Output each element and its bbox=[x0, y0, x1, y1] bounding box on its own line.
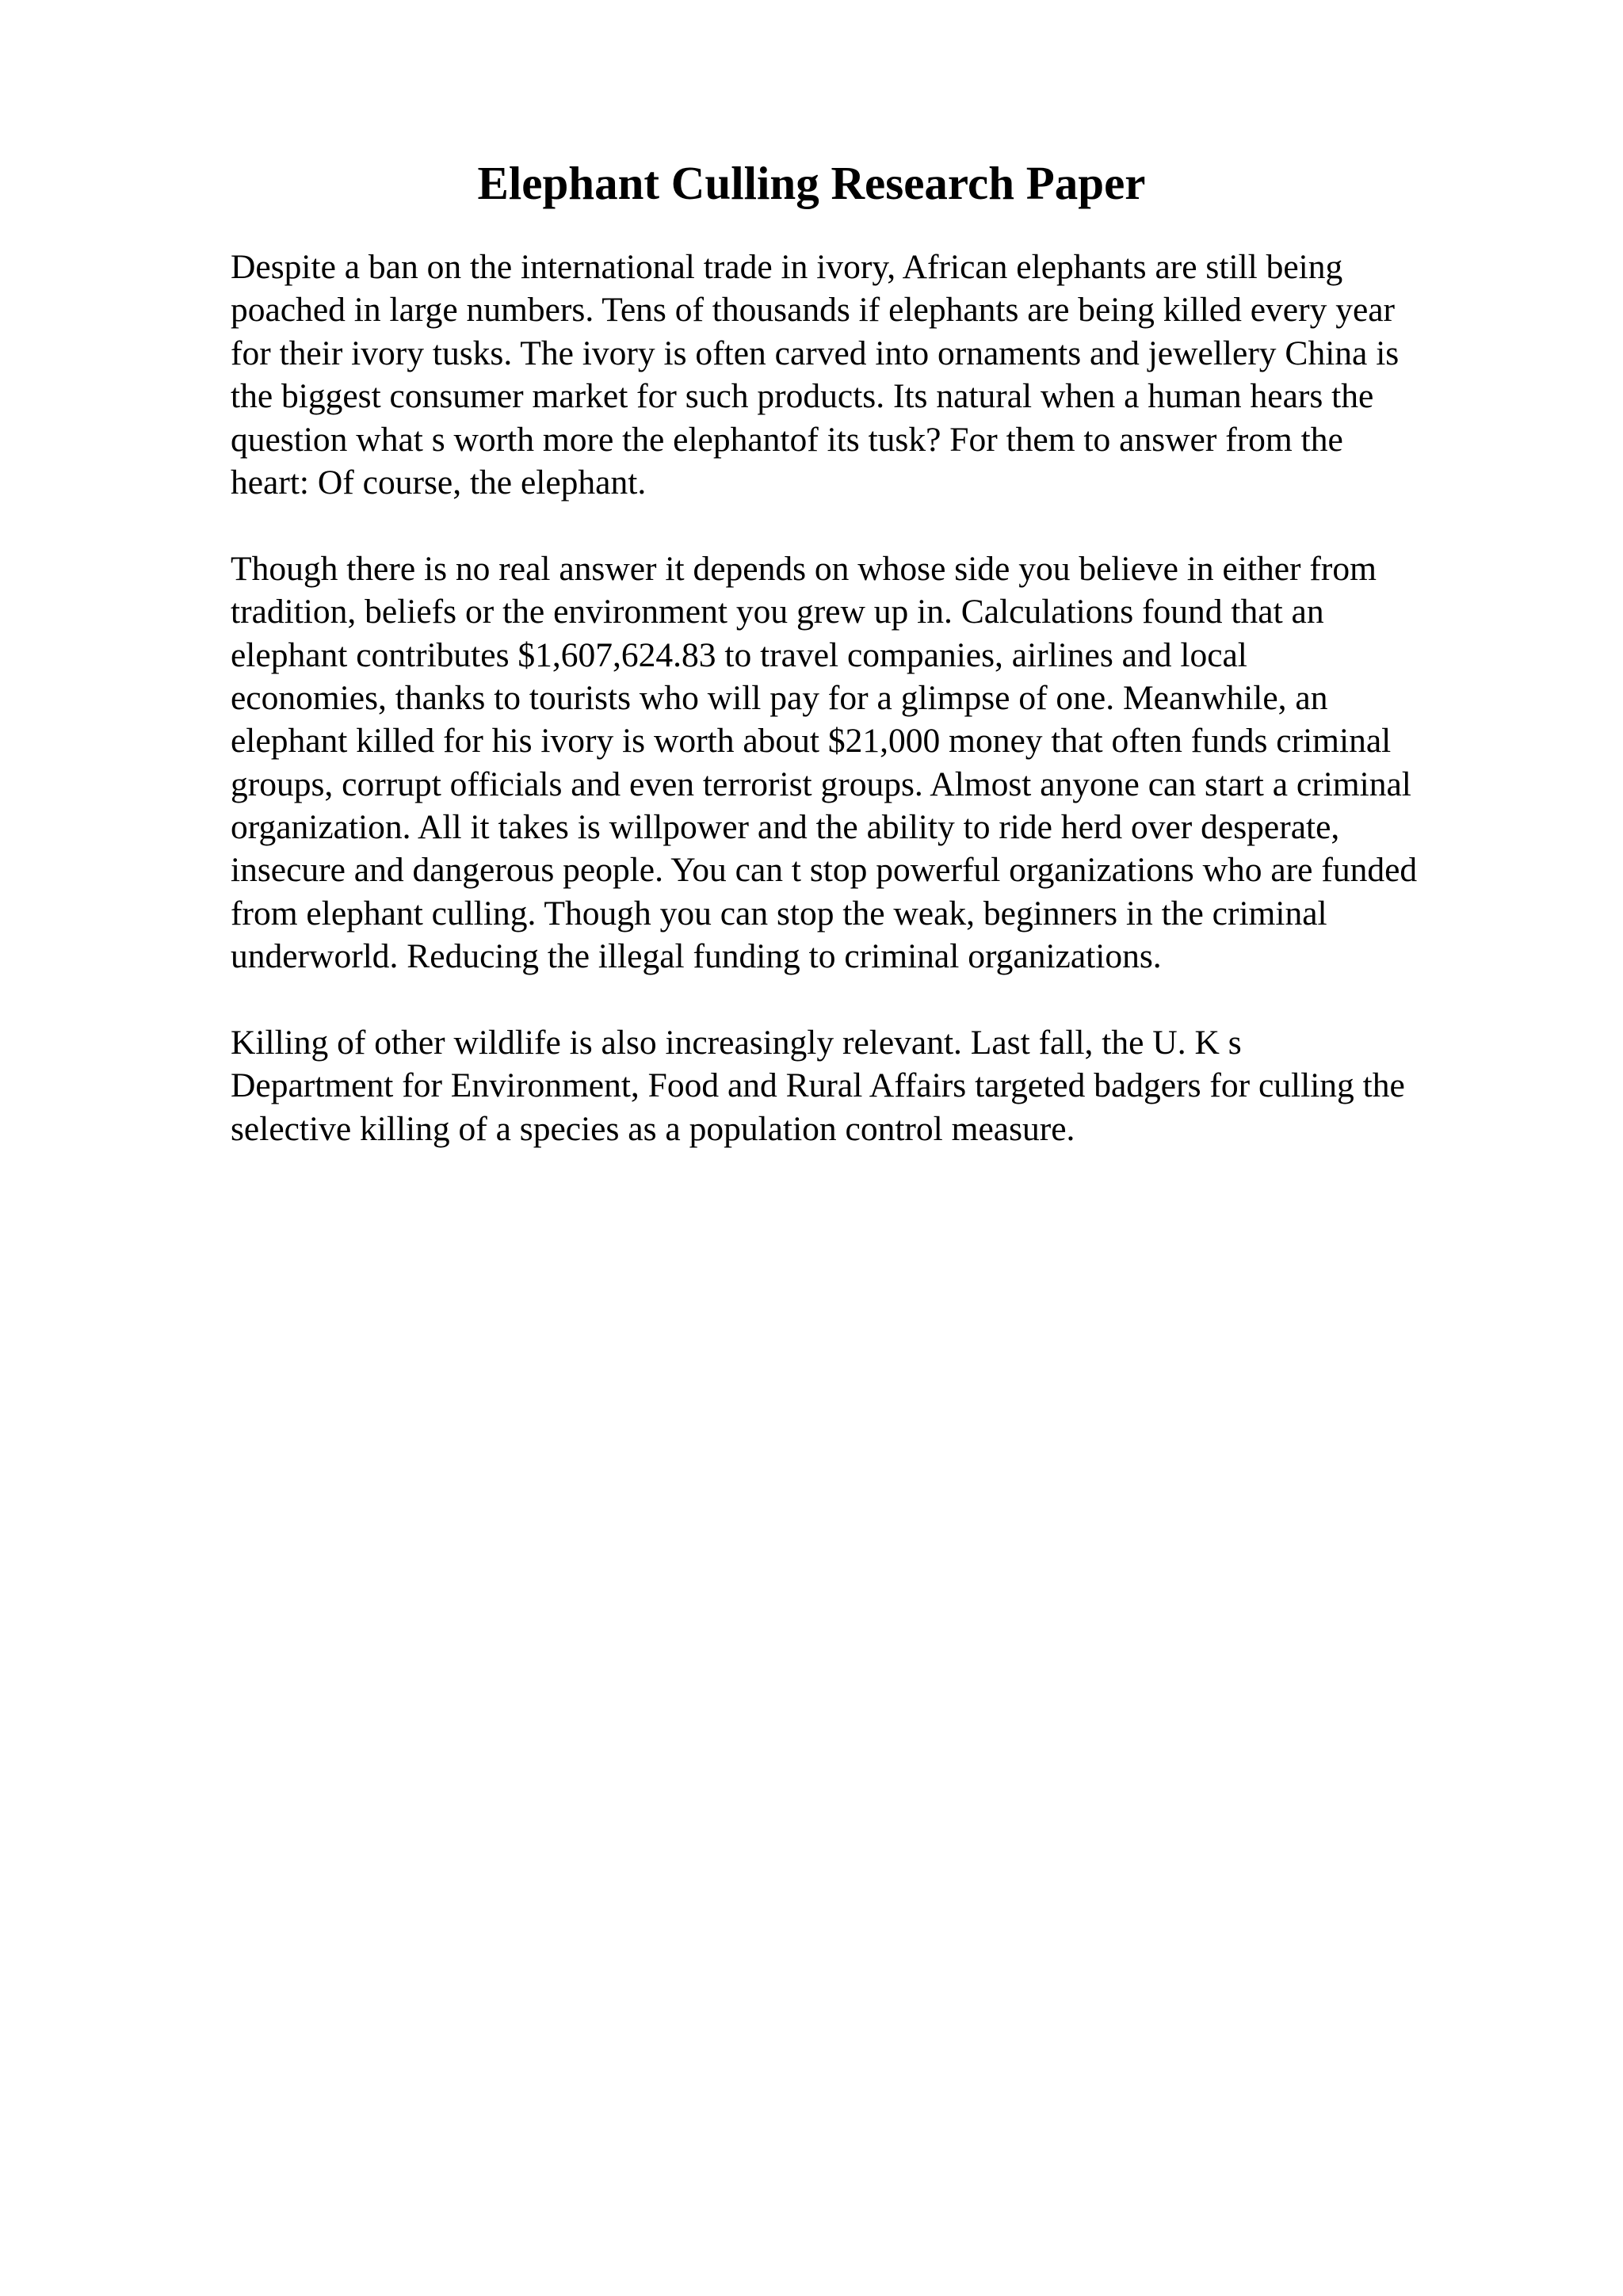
page-title: Elephant Culling Research Paper bbox=[477, 157, 1146, 209]
text-line: insecure and dangerous people. You can t stop powerful organizations who are funded bbox=[231, 851, 1418, 890]
text-line: Despite a ban on the international trade in ivory, African elephants are still being bbox=[231, 248, 1343, 286]
text-line: Killing of other wildlife is also increasingly relevant. Last fall, the U. K s bbox=[231, 1024, 1242, 1062]
text-line: heart: Of course, the elephant. bbox=[231, 463, 647, 502]
text-line: underworld. Reducing the illegal funding to criminal organizations. bbox=[231, 937, 1162, 976]
text-line: Though there is no real answer it depends on whose side you believe in either from bbox=[231, 549, 1377, 588]
paragraph-spacer bbox=[231, 504, 1530, 547]
text-line: tradition, beliefs or the environment you grew up in. Calculations found that an bbox=[231, 593, 1324, 631]
text-line: question what s worth more the elephantof its tusk? For them to answer from the bbox=[231, 420, 1343, 459]
paragraph-1 bbox=[231, 246, 1530, 504]
text-line: from elephant culling. Though you can stop the weak, beginners in the criminal bbox=[231, 894, 1327, 933]
text-line: poached in large numbers. Tens of thousands if elephants are being killed every year bbox=[231, 291, 1396, 330]
text-line: for their ivory tusks. The ivory is often carved into ornaments and jewellery China is bbox=[231, 334, 1400, 372]
text-line: selective killing of a species as a population control measure. bbox=[231, 1109, 1075, 1148]
text-line: elephant killed for his ivory is worth about $21,000 money that often funds criminal bbox=[231, 722, 1392, 761]
text-line: groups, corrupt officials and even terrorist groups. Almost anyone can start a criminal bbox=[231, 765, 1411, 803]
text-line: the biggest consumer market for such products. Its natural when a human hears the bbox=[231, 377, 1374, 416]
text-line: organization. All it takes is willpower and the ability to ride herd over desperate, bbox=[231, 808, 1340, 847]
text-line: economies, thanks to tourists who will pay for a glimpse of one. Meanwhile, an bbox=[231, 678, 1328, 717]
text-line: Department for Environment, Food and Rural Affairs targeted badgers for culling the bbox=[231, 1066, 1405, 1105]
text-line: elephant contributes $1,607,624.83 to travel companies, airlines and local bbox=[231, 635, 1247, 674]
document-body bbox=[231, 246, 1530, 1150]
paragraph-3 bbox=[231, 1021, 1530, 1150]
paragraph-2 bbox=[231, 547, 1530, 978]
paragraph-spacer bbox=[231, 978, 1530, 1021]
